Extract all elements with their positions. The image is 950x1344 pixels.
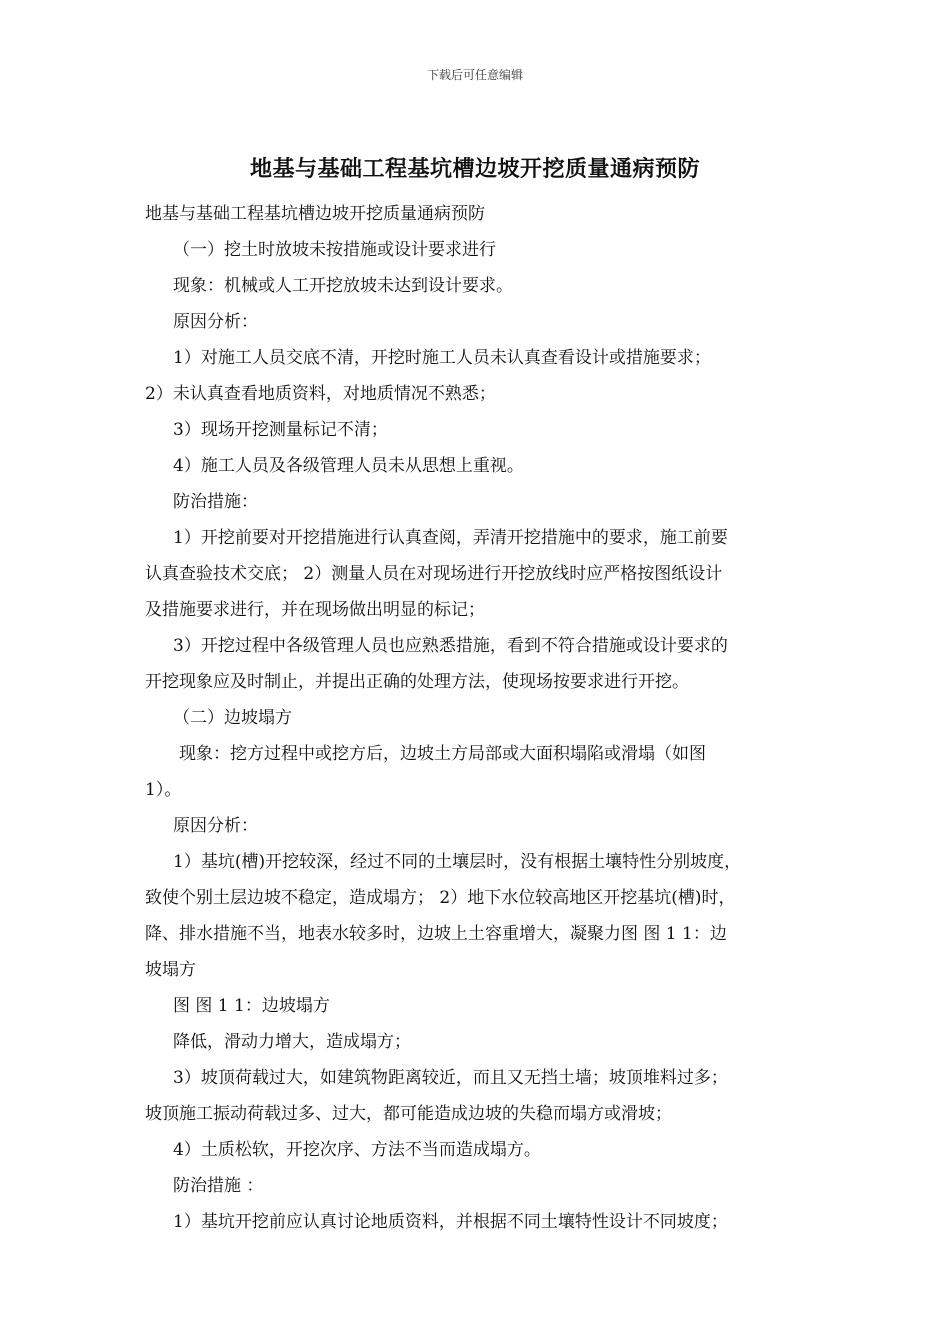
- text-line: 开挖现象应及时制止，并提出正确的处理方法，使现场按要求进行开挖。: [145, 672, 689, 692]
- text-line: 坡塌方: [145, 960, 196, 980]
- text-line: 现象：挖方过程中或挖方后，边坡土方局部或大面积塌陷或滑塌（如图: [179, 744, 706, 764]
- text-line: 1）。: [145, 780, 182, 800]
- text-line: 原因分析：: [173, 312, 258, 332]
- text-line: 降、排水措施不当，地表水较多时，边坡上土容重增大，凝聚力图 图 1 1：边: [145, 924, 727, 944]
- text-line: 地基与基础工程基坑槽边坡开挖质量通病预防: [145, 204, 485, 224]
- text-line: （一）挖土时放坡未按措施或设计要求进行: [173, 240, 496, 260]
- text-line: 致使个别土层边坡不稳定，造成塌方； 2）地下水位较高地区开挖基坑(槽)时，: [145, 888, 736, 908]
- text-line: 及措施要求进行，并在现场做出明显的标记；: [145, 600, 485, 620]
- body-text: [145, 196, 810, 1240]
- text-line: 现象：机械或人工开挖放坡未达到设计要求。: [173, 276, 513, 296]
- text-line: 3）开挖过程中各级管理人员也应熟悉措施，看到不符合措施或设计要求的: [173, 636, 728, 656]
- text-line: （二）边坡塌方: [173, 708, 292, 728]
- text-line: 防治措施 ：: [173, 1176, 264, 1196]
- header-note: 下载后可任意编辑: [426, 68, 523, 82]
- text-line: 4）土质松软，开挖次序、方法不当而造成塌方。: [173, 1140, 541, 1160]
- document-title: 地基与基础工程基坑槽边坡开挖质量通病预防: [249, 156, 700, 182]
- text-line: 4）施工人员及各级管理人员未从思想上重视。: [173, 456, 524, 476]
- text-line: 原因分析：: [173, 816, 258, 836]
- text-line: 1）对施工人员交底不清，开挖时施工人员未认真查看设计或措施要求；: [173, 348, 711, 368]
- text-line: 2）未认真查看地质资料，对地质情况不熟悉；: [145, 384, 496, 404]
- text-line: 图 图 1 1：边坡塌方: [173, 996, 330, 1016]
- text-line: 3）现场开挖测量标记不清；: [173, 420, 388, 440]
- text-line: 1）开挖前要对开挖措施进行认真查阅，弄清开挖措施中的要求，施工前要: [173, 528, 728, 548]
- text-line: 防治措施：: [173, 492, 258, 512]
- text-line: 降低，滑动力增大，造成塌方；: [173, 1032, 411, 1052]
- text-line: 认真查验技术交底； 2）测量人员在对现场进行开挖放线时应严格按图纸设计: [145, 564, 723, 584]
- text-line: 坡顶施工振动荷载过多、过大，都可能造成边坡的失稳而塌方或滑坡；: [145, 1104, 672, 1124]
- text-line: 1）基坑(槽)开挖较深，经过不同的土壤层时，没有根据土壤特性分别坡度，: [173, 852, 742, 872]
- text-line: 1）基坑开挖前应认真讨论地质资料，并根据不同土壤特性设计不同坡度；: [173, 1212, 728, 1232]
- text-line: 3）坡顶荷载过大，如建筑物距离较近，而且又无挡土墙；坡顶堆料过多；: [173, 1068, 728, 1088]
